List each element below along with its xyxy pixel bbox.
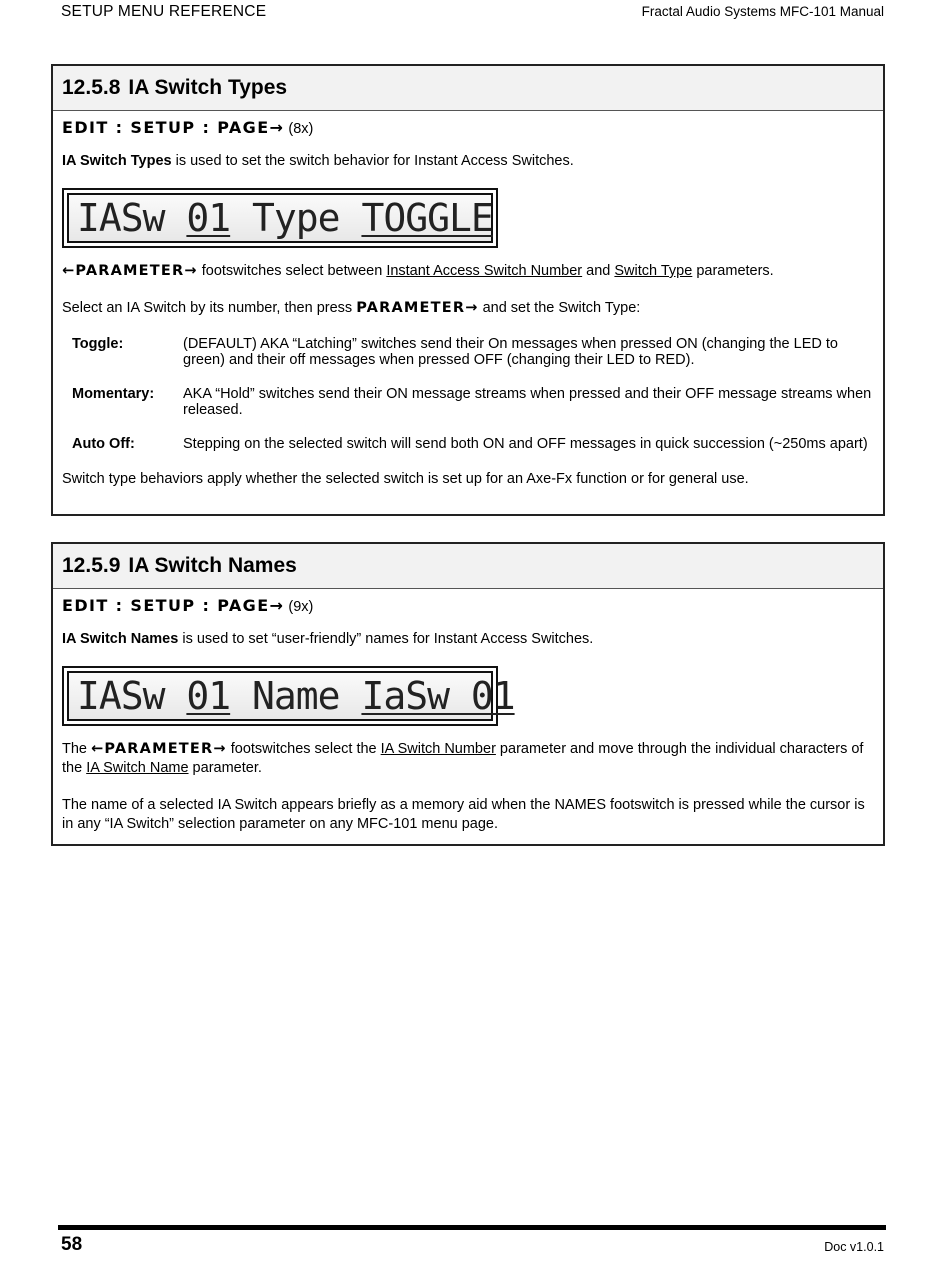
section-title: IA Switch Names <box>128 554 297 577</box>
section-ia-switch-types <box>51 64 885 516</box>
lcd-text <box>77 674 515 718</box>
definition-desc: Stepping on the selected switch will send both ON and OFF messages in quick succession (~250ms apart) <box>183 436 868 452</box>
lcd-screen <box>67 193 493 243</box>
link-ia-switch-number: IA Switch Number <box>380 741 496 757</box>
intro-term: IA Switch Types <box>62 153 172 169</box>
text: footswitches select between <box>197 263 387 279</box>
parameter-keyword: ←PARAMETER→ <box>91 741 227 757</box>
closing-paragraph: Switch type behaviors apply whether the selected switch is set up for an Axe-Fx function or for general use. <box>62 471 749 487</box>
menu-path <box>62 596 874 616</box>
text: footswitches select the <box>226 741 381 757</box>
lcd-display <box>62 188 498 248</box>
lcd-switch-number: 01 <box>186 196 231 240</box>
definition-toggle <box>72 336 874 368</box>
running-header-section: SETUP MENU REFERENCE <box>61 3 267 20</box>
text: The <box>62 741 92 757</box>
link-switch-type: Switch Type <box>614 263 693 279</box>
text: parameter and move through the individual characters of the <box>62 741 864 776</box>
menu-path-count: (9x) <box>288 599 314 615</box>
lcd-switch-type: TOGGLE <box>361 196 493 240</box>
text: and set the Switch Type: <box>478 300 641 316</box>
definition-momentary <box>72 386 874 418</box>
text: Select an IA Switch by its number, then press <box>62 300 357 316</box>
definition-term: Toggle: <box>72 336 124 352</box>
section-number: 12.5.9 <box>62 554 121 577</box>
lcd-param-label: Type <box>230 196 362 240</box>
lcd-text <box>77 196 493 240</box>
select-paragraph <box>62 299 874 318</box>
page-number: 58 <box>61 1234 83 1255</box>
definition-desc: (DEFAULT) AKA “Latching” switches send their On messages when pressed ON (changing the LED to green) and their off messages when pressed OFF (changing their LED to RED). <box>183 336 838 368</box>
running-header-manual: Fractal Audio Systems MFC-101 Manual <box>641 4 884 19</box>
section-ia-switch-names <box>51 542 885 846</box>
lcd-label: IASw <box>77 674 187 718</box>
definition-term: Momentary: <box>72 386 155 402</box>
intro-paragraph <box>62 152 874 171</box>
section-heading <box>53 66 883 111</box>
lcd-param-label: Name <box>230 674 362 718</box>
parameter-paragraph <box>62 740 874 778</box>
lcd-display <box>62 666 515 726</box>
intro-text: is used to set the switch behavior for Instant Access Switches. <box>171 153 574 169</box>
lcd-screen <box>67 671 515 721</box>
footer-rule <box>58 1225 886 1230</box>
names-paragraph: The name of a selected IA Switch appears briefly as a memory aid when the NAMES footswitch is pressed while the cursor is in any “IA Switch” selection parameter on any MFC-101 menu page. <box>62 797 865 832</box>
menu-path-label: EDIT : SETUP : PAGE→ <box>62 596 285 615</box>
text: parameter. <box>188 760 262 776</box>
text: parameters. <box>692 263 774 279</box>
section-heading <box>53 544 883 589</box>
section-title: IA Switch Types <box>128 76 288 99</box>
doc-version: Doc v1.0.1 <box>824 1240 884 1254</box>
section-number: 12.5.8 <box>62 76 121 99</box>
intro-text: is used to set “user-friendly” names for Instant Access Switches. <box>178 631 594 647</box>
parameter-paragraph <box>62 262 874 281</box>
parameter-keyword: PARAMETER→ <box>356 300 479 316</box>
intro-paragraph <box>62 630 874 649</box>
definition-term: Auto Off: <box>72 436 135 452</box>
definition-auto-off <box>72 436 874 452</box>
lcd-switch-name: IaSw 01 <box>361 674 515 718</box>
text: and <box>582 263 615 279</box>
parameter-keyword: ←PARAMETER→ <box>62 263 198 279</box>
menu-path-label: EDIT : SETUP : PAGE→ <box>62 118 285 137</box>
menu-path <box>62 118 874 138</box>
link-instant-access-switch-number: Instant Access Switch Number <box>386 263 583 279</box>
intro-term: IA Switch Names <box>62 631 179 647</box>
link-ia-switch-name: IA Switch Name <box>86 760 189 776</box>
lcd-label: IASw <box>77 196 187 240</box>
lcd-switch-number: 01 <box>186 674 231 718</box>
definition-desc: AKA “Hold” switches send their ON message streams when pressed and their OFF message streams when released. <box>183 386 872 418</box>
menu-path-count: (8x) <box>288 121 314 137</box>
